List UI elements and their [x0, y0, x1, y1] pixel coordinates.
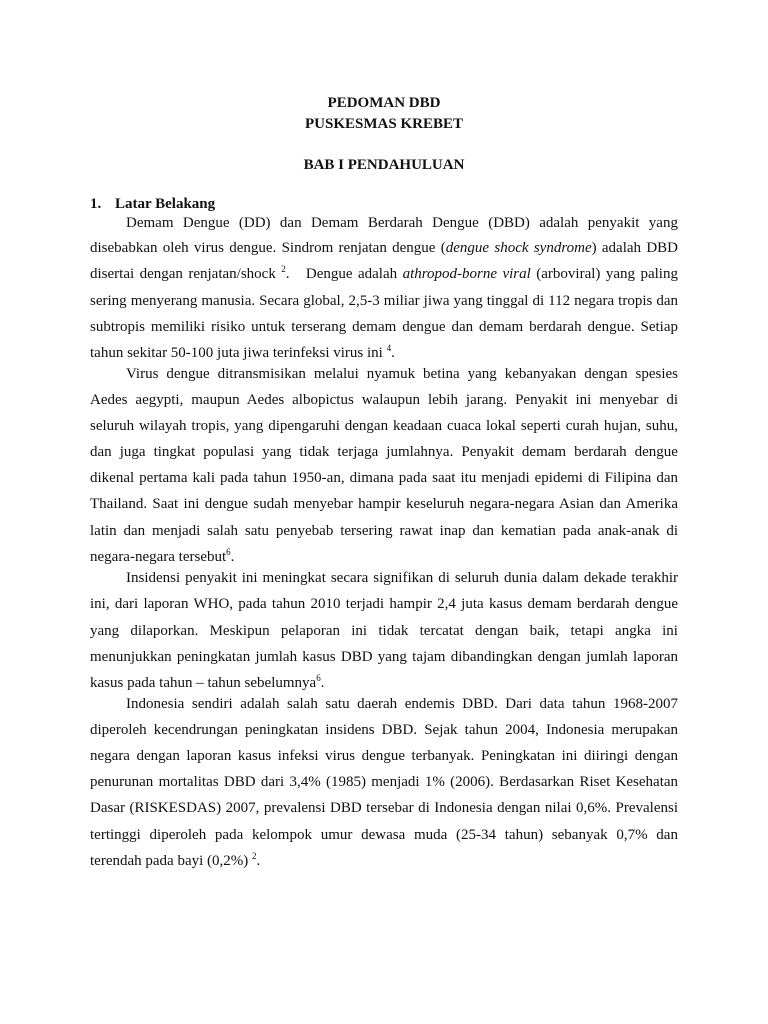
- text-run: ) adalah DBD: [591, 240, 679, 256]
- text-run: disertai dengan renjatan/shock: [90, 266, 282, 282]
- paragraph-line: seluruh wilayah tropis, yang dipengaruhi dengan keadaan cuaca lokal seperti curah hujan, suhu,: [90, 418, 678, 434]
- citation-ref: 4: [386, 343, 392, 353]
- paragraph-line: [90, 673, 324, 693]
- paragraph-line: [90, 264, 678, 284]
- section-number: 1.: [90, 196, 102, 212]
- document-subtitle: PUSKESMAS KREBET: [305, 116, 463, 132]
- text-run: disebabkan oleh virus dengue. Sindrom renjatan dengue (: [90, 240, 446, 256]
- document-title: PEDOMAN DBD: [327, 95, 441, 111]
- paragraph-line: diperoleh kecendrungan peningkatan insidens DBD. Sejak tahun 2004, Indonesia merupakan: [90, 722, 679, 738]
- paragraph-line: dikenal pertama kali pada tahun 1950-an, dimana pada saat itu menjadi epidemi di Filipina dan: [90, 470, 679, 486]
- chapter-title: BAB I PENDAHULUAN: [303, 157, 465, 173]
- text-run: .: [320, 675, 325, 691]
- paragraph-line: penurunan mortalitas DBD dari 3,4% (1985) menjadi 1% (2006). Berdasarkan Riset Kesehatan: [90, 774, 679, 790]
- paragraph-line: Insidensi penyakit ini meningkat secara signifikan di seluruh dunia dalam dekade terakhir: [126, 570, 679, 586]
- paragraph-line: Demam Dengue (DD) dan Demam Berdarah Dengue (DBD) adalah penyakit yang: [126, 215, 678, 231]
- text-run: terendah pada bayi (0,2%): [90, 853, 253, 869]
- text-run: . Dengue adalah: [285, 266, 403, 282]
- paragraph-line: subtropis memiliki risiko untuk terserang demam dengue dan demam berdarah dengue. Setiap: [90, 319, 678, 335]
- paragraph-line: Indonesia sendiri adalah salah satu daerah endemis DBD. Dari data tahun 1968-2007: [126, 696, 678, 712]
- paragraph-line: tertinggi diperoleh pada kelompok umur dewasa muda (25-34 tahun) sebanyak 0,7% dan: [90, 827, 678, 843]
- paragraph-line: ini, dari laporan WHO, pada tahun 2010 terjadi hampir 2,4 juta kasus demam berdarah dengue: [90, 596, 679, 612]
- text-run: tahun sekitar 50-100 juta jiwa terinfeksi virus ini: [90, 345, 387, 361]
- paragraph-line: dan juga tingkat populasi yang tidak terjaga jumlahnya. Penyakit demam berdarah dengue: [90, 444, 678, 460]
- citation-ref: 6: [316, 673, 321, 683]
- paragraph-line: menunjukkan peningkatan jumlah kasus DBD yang tajam dibandingkan dengan jumlah laporan: [90, 649, 679, 665]
- paragraph-line: [90, 851, 260, 871]
- paragraph-line: Aedes aegypti, maupun Aedes albopictus walaupun lebih jarang. Penyakit ini menyebar di: [90, 392, 679, 408]
- paragraph-line: Dasar (RISKESDAS) 2007, prevalensi DBD tersebar di Indonesia dengan nilai 0,6%. Prevalensi: [90, 800, 679, 816]
- text-run: kasus pada tahun – tahun sebelumnya: [90, 675, 317, 691]
- paragraph-line: latin dan menjadi salah satu penyebab tersering rawat inap dan kematian pada anak-anak di: [90, 523, 678, 539]
- paragraph-line: sering menyerang manusia. Secara global, 2,5-3 miliar jiwa yang tinggal di 112 negara tropis dan: [90, 293, 679, 309]
- citation-ref: 6: [226, 547, 231, 557]
- paragraph-line: negara dengan laporan kasus infeksi virus dengue terbanyak. Peningkatan ini diiringi dengan: [90, 748, 679, 764]
- paragraph-line: Virus dengue ditransmisikan melalui nyamuk betina yang kebanyakan dengan spesies: [126, 366, 678, 382]
- italic-term: dengue shock syndrome: [445, 240, 592, 256]
- text-run: (arboviral) yang paling: [530, 266, 678, 282]
- text-run: negara-negara tersebut: [90, 549, 227, 565]
- citation-ref: 2: [281, 264, 286, 274]
- text-run: .: [391, 345, 395, 361]
- text-run: .: [256, 853, 261, 869]
- paragraph-line: Thailand. Saat ini dengue sudah menyebar hampir keseluruh negara-negara Asian dan Amerika: [90, 496, 679, 512]
- text-run: .: [230, 549, 235, 565]
- italic-term: athropod-borne viral: [402, 266, 531, 282]
- paragraph-line: yang dilaporkan. Meskipun pelaporan ini tidak tercatat dengan baik, tetapi angka ini: [90, 623, 678, 639]
- paragraph-line: [90, 547, 234, 567]
- paragraph-line: [90, 238, 678, 258]
- section-title: Latar Belakang: [115, 196, 216, 212]
- paragraph-line: [90, 343, 395, 363]
- citation-ref: 2: [252, 851, 257, 861]
